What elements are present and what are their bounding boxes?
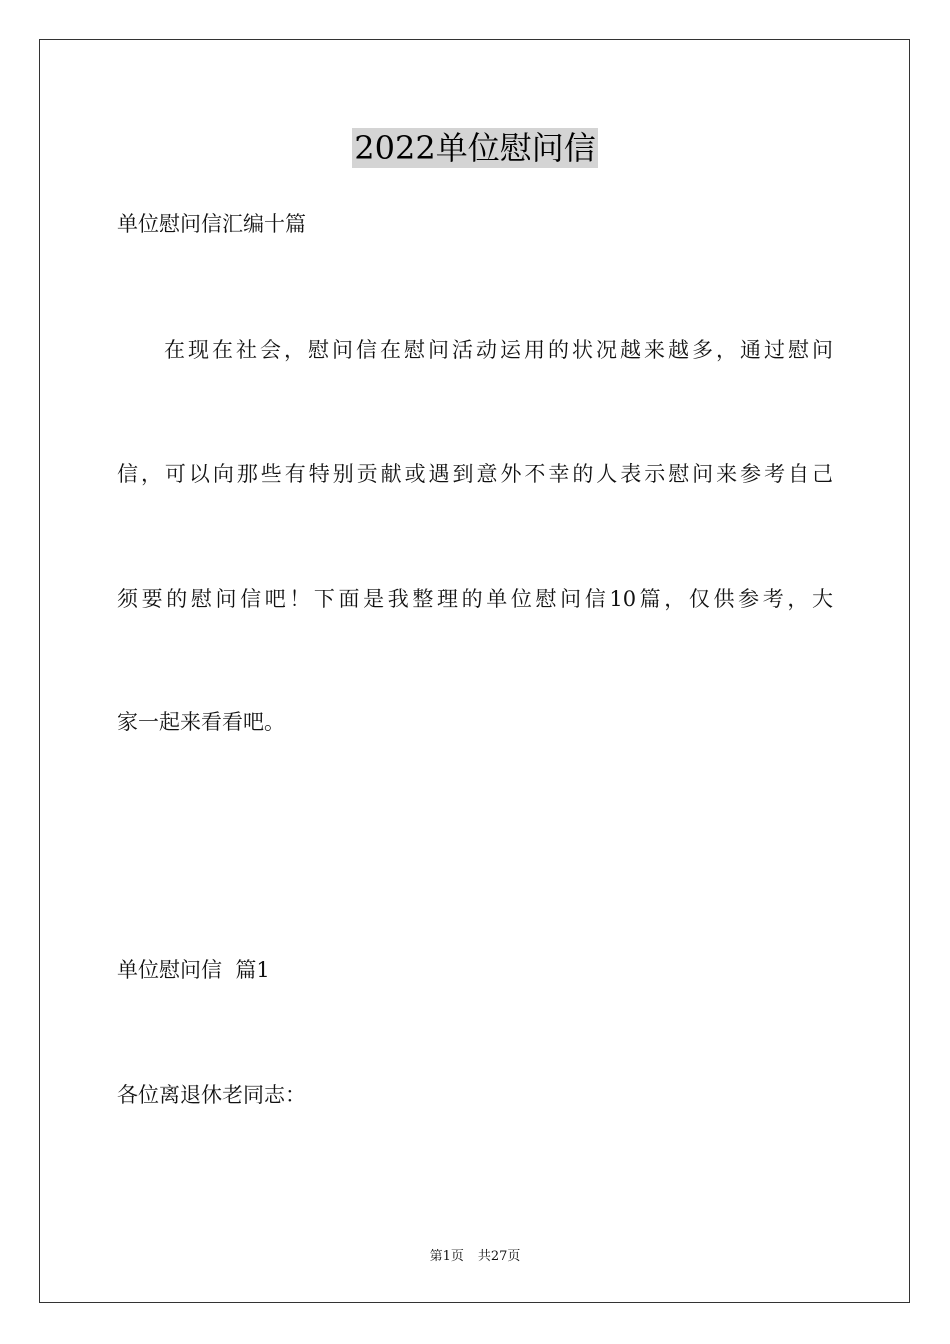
title-container bbox=[0, 128, 950, 168]
intro-line-2: 信，可以向那些有特别贡献或遇到意外不幸的人表示慰问来参考自己 bbox=[117, 462, 833, 486]
intro-line-1: 在现在社会，慰问信在慰问活动运用的状况越来越多，通过慰问 bbox=[164, 338, 833, 362]
document-subtitle: 单位慰问信汇编十篇 bbox=[117, 212, 306, 236]
page-number: 第1页 bbox=[429, 1249, 464, 1264]
page-footer bbox=[0, 1248, 950, 1266]
page-total: 共27页 bbox=[477, 1249, 521, 1264]
section-heading: 单位慰问信 篇1 bbox=[117, 958, 270, 982]
intro-line-4: 家一起来看看吧。 bbox=[117, 710, 285, 734]
intro-line-3: 须要的慰问信吧！下面是我整理的单位慰问信10篇，仅供参考，大 bbox=[117, 587, 833, 611]
salutation: 各位离退休老同志： bbox=[117, 1083, 306, 1107]
document-title: 2022单位慰问信 bbox=[354, 129, 596, 167]
